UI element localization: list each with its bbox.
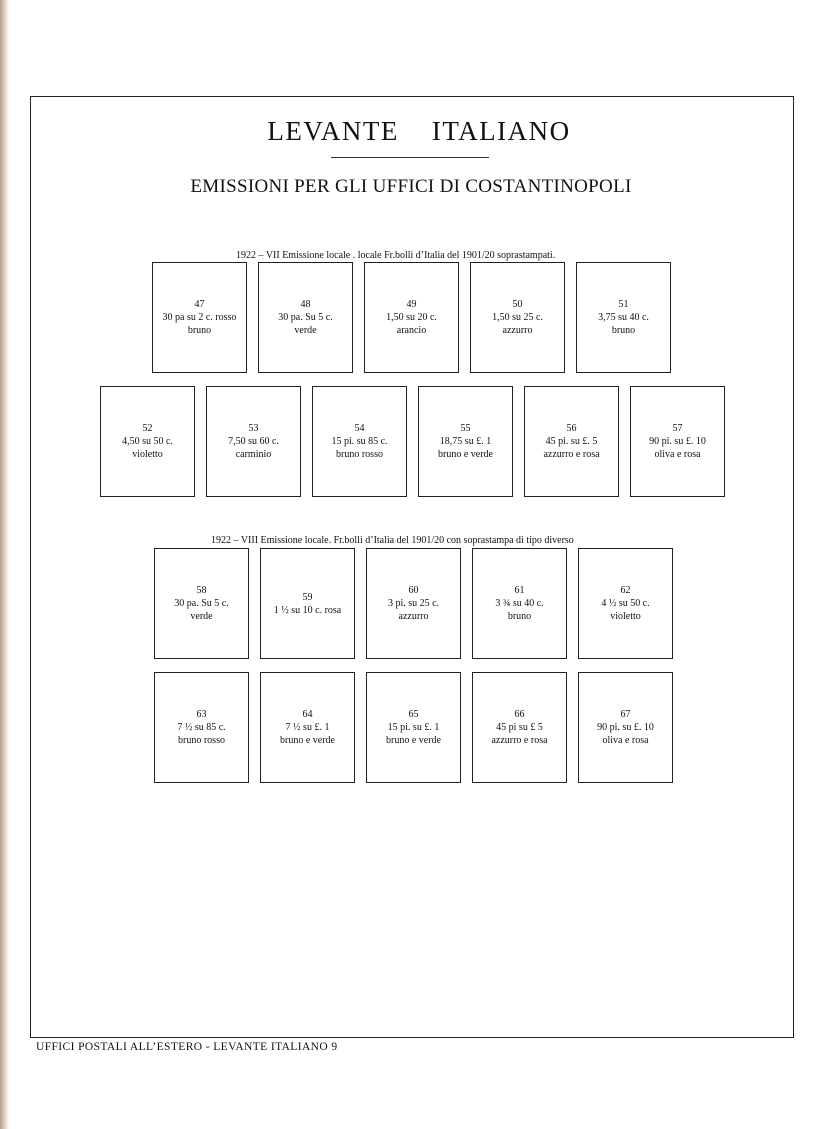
- stamp-value: 3 pi. su 25 c.: [387, 598, 440, 609]
- stamp-color: bruno e verde: [280, 735, 335, 746]
- stamp-slot-62: [578, 548, 673, 659]
- stamp-row: [100, 386, 725, 497]
- stamp-value: 1,50 su 25 c.: [492, 312, 543, 323]
- title-underline: [331, 157, 489, 158]
- stamp-number: 60: [408, 585, 419, 596]
- stamp-color: verde: [190, 611, 213, 622]
- stamp-color: violetto: [610, 611, 641, 622]
- stamp-value: 4 ½ su 50 c.: [601, 598, 650, 609]
- section-caption-vii: 1922 – VII Emissione locale . locale Fr.bolli d’Italia del 1901/20 soprastampati.: [236, 250, 556, 261]
- stamp-number: 62: [620, 585, 631, 596]
- stamp-number: 67: [620, 709, 631, 720]
- stamp-value: 15 pi. su £. 1: [387, 722, 440, 733]
- stamp-slot-52: [100, 386, 195, 497]
- stamp-number: 65: [408, 709, 419, 720]
- stamp-value: 3,75 su 40 c.: [598, 312, 649, 323]
- stamp-slot-49: [364, 262, 459, 373]
- stamp-value: 45 pi su £ 5: [496, 722, 543, 733]
- stamp-color: verde: [294, 325, 317, 336]
- stamp-slot-63: [154, 672, 249, 783]
- stamp-number: 58: [196, 585, 207, 596]
- stamp-color: bruno rosso: [336, 449, 383, 460]
- stamp-color: azzurro e rosa: [543, 449, 600, 460]
- stamp-value: 1,50 su 20 c.: [386, 312, 437, 323]
- stamp-value: 15 pi. su 85 c.: [331, 436, 388, 447]
- stamp-number: 55: [460, 423, 471, 434]
- stamp-slot-67: [578, 672, 673, 783]
- stamp-number: 64: [302, 709, 313, 720]
- stamp-value: 4,50 su 50 c.: [122, 436, 173, 447]
- stamp-number: 66: [514, 709, 525, 720]
- section-caption-viii: 1922 – VIII Emissione locale. Fr.bolli d’Italia del 1901/20 con soprastampa di tipo diverso: [211, 535, 574, 546]
- stamp-slot-53: [206, 386, 301, 497]
- stamp-value: 7 ½ su £. 1: [285, 722, 330, 733]
- page-edge-shadow: [0, 0, 9, 1129]
- stamp-row: [154, 672, 673, 783]
- stamp-value: 90 pi. su £. 10: [649, 436, 706, 447]
- stamp-slot-50: [470, 262, 565, 373]
- stamp-color: bruno e verde: [386, 735, 441, 746]
- stamp-slot-58: [154, 548, 249, 659]
- stamp-color: carminio: [235, 449, 272, 460]
- stamp-slot-60: [366, 548, 461, 659]
- stamp-number: 61: [514, 585, 525, 596]
- stamp-slot-48: [258, 262, 353, 373]
- stamp-slot-56: [524, 386, 619, 497]
- stamp-number: 59: [302, 591, 313, 603]
- stamp-color: oliva e rosa: [602, 735, 649, 746]
- stamp-color: azzurro: [502, 325, 533, 336]
- page-subtitle: EMISSIONI PER GLI UFFICI DI COSTANTINOPOLI: [190, 176, 632, 197]
- stamp-number: 49: [406, 299, 417, 310]
- stamp-slot-51: [576, 262, 671, 373]
- page-footer: UFFICI POSTALI ALL’ESTERO - LEVANTE ITALIANO 9: [36, 1041, 338, 1053]
- stamp-number: 52: [142, 423, 153, 434]
- stamp-value: 7 ½ su 85 c.: [177, 722, 226, 733]
- stamp-number: 50: [512, 299, 523, 310]
- stamp-slot-61: [472, 548, 567, 659]
- stamp-color: arancio: [396, 325, 427, 336]
- stamp-row: [152, 262, 671, 373]
- page-title: LEVANTE ITALIANO: [267, 116, 571, 146]
- stamp-slot-64: [260, 672, 355, 783]
- stamp-slot-55: [418, 386, 513, 497]
- stamp-value: 3 ¾ su 40 c.: [495, 598, 544, 609]
- stamp-number: 63: [196, 709, 207, 720]
- stamp-slot-57: [630, 386, 725, 497]
- stamp-value: 18,75 su £. 1: [439, 436, 492, 447]
- stamp-slot-59: [260, 548, 355, 659]
- stamp-color: bruno: [187, 325, 212, 336]
- stamp-number: 57: [672, 423, 683, 434]
- stamp-value: 1 ½ su 10 c. rosa: [273, 604, 342, 616]
- stamp-value: 30 pa su 2 c. rosso: [162, 312, 237, 323]
- stamp-value: 30 pa. Su 5 c.: [278, 312, 333, 323]
- stamp-number: 48: [300, 299, 311, 310]
- stamp-color: bruno rosso: [178, 735, 225, 746]
- stamp-slot-47: [152, 262, 247, 373]
- stamp-color: azzurro e rosa: [491, 735, 548, 746]
- stamp-number: 56: [566, 423, 577, 434]
- stamp-value: 90 pi. su £. 10: [597, 722, 654, 733]
- stamp-number: 53: [248, 423, 259, 434]
- stamp-color: violetto: [132, 449, 163, 460]
- stamp-number: 47: [194, 299, 205, 310]
- stamp-number: 54: [354, 423, 365, 434]
- stamp-value: 30 pa. Su 5 c.: [174, 598, 229, 609]
- stamp-value: 7,50 su 60 c.: [228, 436, 279, 447]
- stamp-number: 51: [618, 299, 629, 310]
- stamp-color: bruno e verde: [438, 449, 493, 460]
- stamp-color: bruno: [611, 325, 636, 336]
- stamp-row: [154, 548, 673, 659]
- stamp-slot-65: [366, 672, 461, 783]
- stamp-slot-66: [472, 672, 567, 783]
- stamp-color: azzurro: [398, 611, 429, 622]
- stamp-color: oliva e rosa: [654, 449, 701, 460]
- stamp-value: 45 pi. su £. 5: [545, 436, 598, 447]
- stamp-slot-54: [312, 386, 407, 497]
- stamp-color: bruno: [507, 611, 532, 622]
